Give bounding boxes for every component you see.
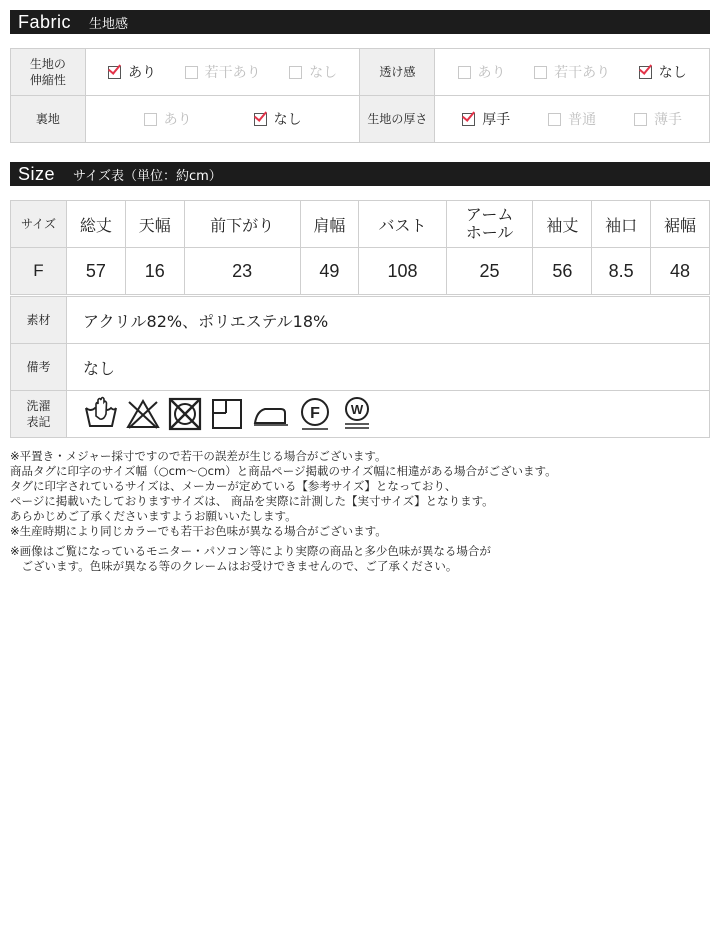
checkbox-icon — [534, 66, 547, 79]
footnote-line: ※画像はご覧になっているモニター・パソコン等により実際の商品と多少色味が異なる場合が — [10, 544, 491, 558]
footnote-line: あらかじめご了承くださいますようお願いいたします。 — [10, 509, 297, 523]
thickness-option-thin[interactable]: 薄手 — [634, 109, 682, 129]
checkbox-icon — [185, 66, 198, 79]
lining-label: 裏地 — [11, 96, 86, 143]
wet-clean-w-icon — [339, 396, 375, 432]
no-bleach-icon — [125, 396, 161, 432]
table-cell: 56 — [533, 248, 592, 295]
lining-option-yes[interactable]: あり — [144, 109, 192, 129]
no-tumble-dry-icon — [167, 396, 203, 432]
hand-wash-icon — [83, 396, 119, 432]
footnote-line: 商品タグに印字のサイズ幅（○cm〜○cm）と商品ページ掲載のサイズ幅に相違がある場合がございます。 — [10, 464, 557, 478]
checkbox-icon — [458, 66, 471, 79]
sheer-options — [435, 49, 710, 96]
checkbox-icon — [548, 113, 561, 126]
checkbox-icon — [289, 66, 302, 79]
table-cell: 25 — [446, 248, 533, 295]
sheer-option-slight[interactable]: 若干あり — [534, 62, 610, 82]
lining-options — [85, 96, 360, 143]
line-dry-shade-icon — [209, 396, 245, 432]
size-section-bar — [10, 162, 710, 186]
sheer-option-no[interactable]: なし — [639, 62, 687, 82]
column-header: 天幅 — [125, 201, 184, 248]
size-header-row — [11, 201, 710, 248]
table-cell: 16 — [125, 248, 184, 295]
table-row — [11, 248, 710, 295]
size-header-label: サイズ — [11, 201, 67, 248]
fabric-title-jp: 生地感 — [89, 16, 129, 32]
checkbox-checked-icon — [254, 113, 267, 126]
size-name: F — [11, 248, 67, 295]
table-cell: 57 — [67, 248, 126, 295]
footnote-line: ございます。色味が異なる等のクレームはお受けできませんので、ご了承ください。 — [10, 559, 458, 573]
stretch-label: 生地の 伸縮性 — [11, 49, 86, 96]
checkbox-checked-icon — [108, 66, 121, 79]
dry-clean-letter: F — [310, 405, 320, 422]
sheer-label: 透け感 — [360, 49, 435, 96]
checkbox-checked-icon — [462, 113, 475, 126]
stretch-option-no[interactable]: なし — [289, 62, 337, 82]
column-header: 前下がり — [184, 201, 300, 248]
lining-option-no[interactable]: なし — [254, 109, 302, 129]
sheer-option-yes[interactable]: あり — [458, 62, 506, 82]
thickness-option-thick[interactable]: 厚手 — [462, 109, 510, 129]
thickness-option-normal[interactable]: 普通 — [548, 109, 596, 129]
column-header-armhole: アーム ホール — [446, 201, 533, 248]
size-title-en: Size — [18, 163, 56, 184]
iron-low-icon — [251, 396, 291, 432]
thickness-label: 生地の厚さ — [360, 96, 435, 143]
material-label: 素材 — [11, 297, 67, 344]
fabric-title-en: Fabric — [18, 11, 72, 32]
column-header: 総丈 — [67, 201, 126, 248]
checkbox-checked-icon — [639, 66, 652, 79]
care-icons — [67, 391, 710, 438]
stretch-options — [85, 49, 360, 96]
column-header: 袖丈 — [533, 201, 592, 248]
table-cell: 23 — [184, 248, 300, 295]
footnote-line: ※平置き・メジャー採寸ですので若干の誤差が生じる場合がございます。 — [10, 449, 387, 463]
size-table — [10, 200, 710, 295]
dry-clean-f-icon — [297, 396, 333, 432]
checkbox-icon — [634, 113, 647, 126]
footnote-line: タグに印字されているサイズは、メーカーが定めている【参考サイズ】となっており、 — [10, 479, 457, 493]
footnote-line: ページに掲載いたしておりますサイズは、 商品を実際に計測した【実寸サイズ】となります。 — [10, 494, 494, 508]
footnote-line: ※生産時期により同じカラーでも若干お色味が異なる場合がございます。 — [10, 524, 387, 538]
product-info-table — [10, 296, 710, 438]
table-cell: 108 — [359, 248, 446, 295]
table-cell: 8.5 — [592, 248, 651, 295]
notes-value: なし — [67, 344, 710, 391]
notes-label: 備考 — [11, 344, 67, 391]
fabric-table — [10, 48, 710, 143]
material-value: アクリル82%、ポリエステル18% — [67, 297, 710, 344]
table-cell: 48 — [651, 248, 710, 295]
stretch-option-slight[interactable]: 若干あり — [185, 62, 261, 82]
checkbox-icon — [144, 113, 157, 126]
table-cell: 49 — [300, 248, 359, 295]
column-header: 裾幅 — [651, 201, 710, 248]
care-label: 洗濯 表記 — [11, 391, 67, 438]
thickness-options — [435, 96, 710, 143]
wet-clean-letter: W — [350, 402, 364, 417]
column-header: 袖口 — [592, 201, 651, 248]
size-title-jp: サイズ表（単位：約cm） — [73, 168, 222, 184]
column-header: バスト — [359, 201, 446, 248]
fabric-section-bar — [10, 10, 710, 34]
footnotes — [10, 449, 710, 574]
stretch-option-yes[interactable]: あり — [108, 62, 156, 82]
column-header: 肩幅 — [300, 201, 359, 248]
